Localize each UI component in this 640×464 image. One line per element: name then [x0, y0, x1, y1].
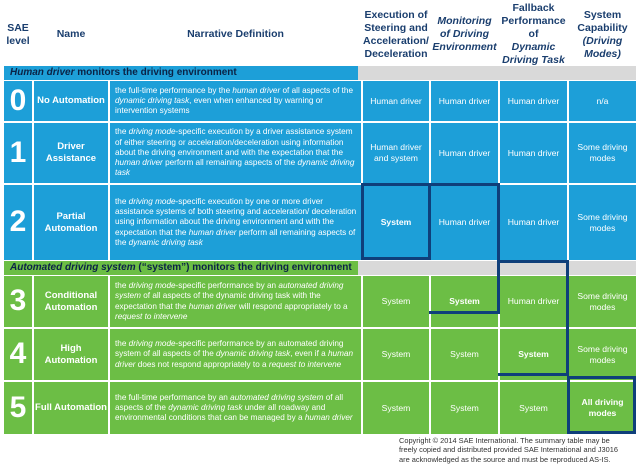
- fallback-value: System: [518, 349, 549, 360]
- defined-term: driving mode: [128, 196, 176, 206]
- copyright-line-2: freely copied and distributed provided SAE International and J3016: [399, 445, 618, 455]
- row-2-name: [34, 185, 108, 260]
- row-5-monitoring: [431, 382, 498, 434]
- defined-term: request to intervene: [268, 359, 342, 369]
- capability-value: Some driving modes: [577, 142, 628, 163]
- row-0-monitoring: [431, 81, 498, 121]
- capability-value: Some driving modes: [577, 211, 628, 233]
- header-fallback-label: Fallback Performance of: [501, 2, 566, 40]
- row-1-definition: [110, 123, 361, 183]
- band-automated-system-lead: Automated driving system: [10, 262, 136, 273]
- row-3-level: [4, 276, 32, 327]
- level-value: 3: [9, 284, 27, 318]
- header-execution: Execution of Steering and Acceleration/ Deceleration: [363, 4, 429, 65]
- header-fallback-italic: Dynamic Driving Task: [502, 41, 565, 66]
- defined-term: request to intervene: [115, 311, 188, 321]
- row-1-monitoring: [431, 123, 498, 183]
- fallback-value: Human driver: [507, 217, 560, 228]
- defined-term: driving mode: [128, 280, 176, 290]
- name-value: Full Automation: [35, 402, 107, 413]
- sae-levels-table: [4, 4, 636, 434]
- capability-value: Some driving modes: [577, 343, 628, 365]
- row-5-execution: [363, 382, 429, 434]
- defined-term: automated driving system: [115, 280, 344, 301]
- header-level: SAE level: [4, 4, 32, 65]
- band-tail: [358, 66, 636, 80]
- row-3-name: [34, 276, 108, 327]
- row-5-fallback: [500, 382, 567, 434]
- band-automated-system: [4, 261, 636, 275]
- defined-term: automated driving system: [230, 392, 324, 402]
- fallback-value: System: [519, 402, 548, 413]
- name-value: No Automation: [37, 95, 105, 106]
- defined-term: dynamic driving task: [216, 349, 291, 359]
- defined-term: driving mode: [128, 127, 176, 137]
- row-5-capability: [569, 382, 636, 434]
- definition-fragment: , even when enhanced by warning or intervention systems: [115, 95, 323, 116]
- definition-fragment: will respond appropriately to a: [236, 301, 348, 311]
- name-value: High Automation: [44, 342, 98, 366]
- monitoring-value: Human driver: [438, 147, 491, 158]
- definition-fragment: perform all remaining aspects of the: [115, 227, 356, 247]
- defined-term: dynamic driving task: [128, 237, 203, 247]
- row-2-execution: [363, 185, 429, 260]
- name-value: Conditional Automation: [44, 289, 98, 313]
- row-0-fallback: [500, 81, 567, 121]
- row-1-capability: [569, 123, 636, 183]
- monitoring-value: System: [449, 296, 480, 307]
- defined-term: human driver: [115, 349, 354, 369]
- row-1-name: [34, 123, 108, 183]
- name-value: Driver Assistance: [45, 141, 97, 164]
- row-2-fallback: [500, 185, 567, 260]
- defined-term: dynamic driving task: [115, 158, 355, 178]
- defined-term: human driver: [304, 413, 353, 423]
- row-1-level: [4, 123, 32, 183]
- header-capability: [569, 4, 636, 65]
- definition-text: [115, 281, 357, 322]
- row-1-fallback: [500, 123, 567, 183]
- row-0-capability: [569, 81, 636, 121]
- row-3-fallback: [500, 276, 567, 327]
- defined-term: human driver: [188, 301, 237, 311]
- fallback-value: Human driver: [507, 95, 560, 106]
- level-value: 0: [9, 83, 27, 117]
- copyright-notice: [399, 436, 635, 464]
- row-0-level: [4, 81, 32, 121]
- capability-value: Some driving modes: [577, 290, 628, 312]
- row-4-name: [34, 329, 108, 380]
- level-value: 4: [9, 337, 27, 371]
- row-3-capability: [569, 276, 636, 327]
- execution-value: Human driver and system: [370, 142, 422, 163]
- row-0-definition: [110, 81, 361, 121]
- row-3-definition: [110, 276, 361, 327]
- capability-value: n/a: [596, 95, 609, 106]
- definition-fragment: perform all remaining aspects of the: [162, 158, 298, 168]
- row-4-execution: [363, 329, 429, 380]
- name-value: Partial Automation: [44, 210, 98, 234]
- band-tail: [358, 261, 636, 275]
- level-value: 1: [9, 135, 27, 169]
- definition-fragment: the: [115, 196, 129, 206]
- row-5-definition: [110, 382, 361, 434]
- monitoring-value: Human driver: [438, 217, 491, 228]
- row-0-name: [34, 81, 108, 121]
- execution-value: System: [381, 296, 411, 307]
- execution-value: System: [381, 402, 411, 413]
- definition-fragment: -specific performance by an automated driving system of all aspects of the: [115, 339, 344, 359]
- defined-term: human driver: [115, 158, 163, 168]
- execution-value: Human driver: [370, 95, 422, 106]
- row-3-execution: [363, 276, 429, 327]
- capability-value: All driving modes: [581, 397, 624, 418]
- fallback-value: Human driver: [507, 147, 560, 158]
- row-2-capability: [569, 185, 636, 260]
- defined-term: human driver: [232, 85, 281, 95]
- header-fallback: [500, 4, 567, 65]
- definition-fragment: -specific execution by a driver assistance system of either steering or acceleration/deceleration using information about the driving environment and with the expectation that the: [115, 127, 353, 157]
- defined-term: dynamic driving task: [115, 95, 190, 105]
- copyright-line-1: Copyright © 2014 SAE International. The summary table may be: [399, 436, 610, 445]
- execution-value: System: [380, 217, 412, 228]
- definition-text: [115, 86, 357, 117]
- definition-fragment: -specific performance by an: [175, 280, 279, 290]
- definition-fragment: of all aspects of the: [280, 85, 354, 95]
- definition-fragment: of all aspects of the: [115, 392, 344, 412]
- header-name: Name: [34, 4, 108, 65]
- level-value: 5: [9, 390, 27, 424]
- row-2-level: [4, 185, 32, 260]
- band-human-driver-lead: Human driver: [10, 67, 75, 78]
- row-2-monitoring: [431, 185, 498, 260]
- header-monitoring-label: Monitoring of Driving Environment: [432, 15, 497, 53]
- row-2-definition: [110, 185, 361, 260]
- row-4-monitoring: [431, 329, 498, 380]
- definition-fragment: the: [115, 127, 129, 137]
- monitoring-value: System: [450, 349, 479, 360]
- header-monitoring: [431, 4, 498, 65]
- defined-term: driving mode: [128, 339, 176, 349]
- definition-fragment: under all roadway and environmental conditions that can be managed by a: [115, 402, 326, 423]
- band-human-driver-rest: monitors the driving environment: [74, 67, 237, 78]
- header-capability-italic: (Driving Modes): [582, 34, 623, 60]
- definition-fragment: does not respond appropriately to a: [135, 359, 269, 369]
- defined-term: dynamic driving task: [168, 402, 243, 412]
- definition-fragment: the: [115, 339, 129, 349]
- fallback-value: Human driver: [507, 296, 560, 307]
- definition-fragment: the full-time performance by an: [115, 392, 231, 402]
- header-definition: Narrative Definition: [110, 4, 361, 65]
- copyright-line-3: are acknowledged as the source and must be reproduced AS-IS.: [399, 454, 611, 464]
- row-4-level: [4, 329, 32, 380]
- header-capability-label: System Capability: [577, 8, 628, 34]
- definition-fragment: the full-time performance by the: [115, 85, 233, 95]
- definition-fragment: the: [115, 280, 129, 290]
- definition-fragment: , even if a: [290, 349, 328, 359]
- defined-term: human driver: [188, 227, 237, 237]
- definition-text: [115, 339, 357, 370]
- row-5-name: [34, 382, 108, 434]
- level-value: 2: [9, 205, 27, 239]
- row-0-execution: [363, 81, 429, 121]
- definition-text: [115, 393, 357, 424]
- row-4-fallback: [500, 329, 567, 380]
- monitoring-value: System: [450, 402, 479, 413]
- row-5-level: [4, 382, 32, 434]
- band-automated-system-rest: (“system”) monitors the driving environment: [135, 262, 352, 273]
- definition-text: [115, 197, 357, 248]
- row-4-capability: [569, 329, 636, 380]
- row-3-monitoring: [431, 276, 498, 327]
- row-1-execution: [363, 123, 429, 183]
- row-4-definition: [110, 329, 361, 380]
- definition-fragment: -specific execution by one or more driver assistance systems of both steering and acceleration/ deceleration using information about the driving environment and with the expectation that the: [115, 196, 357, 237]
- monitoring-value: Human driver: [438, 95, 491, 106]
- execution-value: System: [381, 349, 411, 360]
- definition-text: [115, 127, 357, 178]
- band-human-driver: [4, 66, 636, 80]
- definition-fragment: of all aspects of the dynamic driving task with the expectation that the: [115, 291, 321, 311]
